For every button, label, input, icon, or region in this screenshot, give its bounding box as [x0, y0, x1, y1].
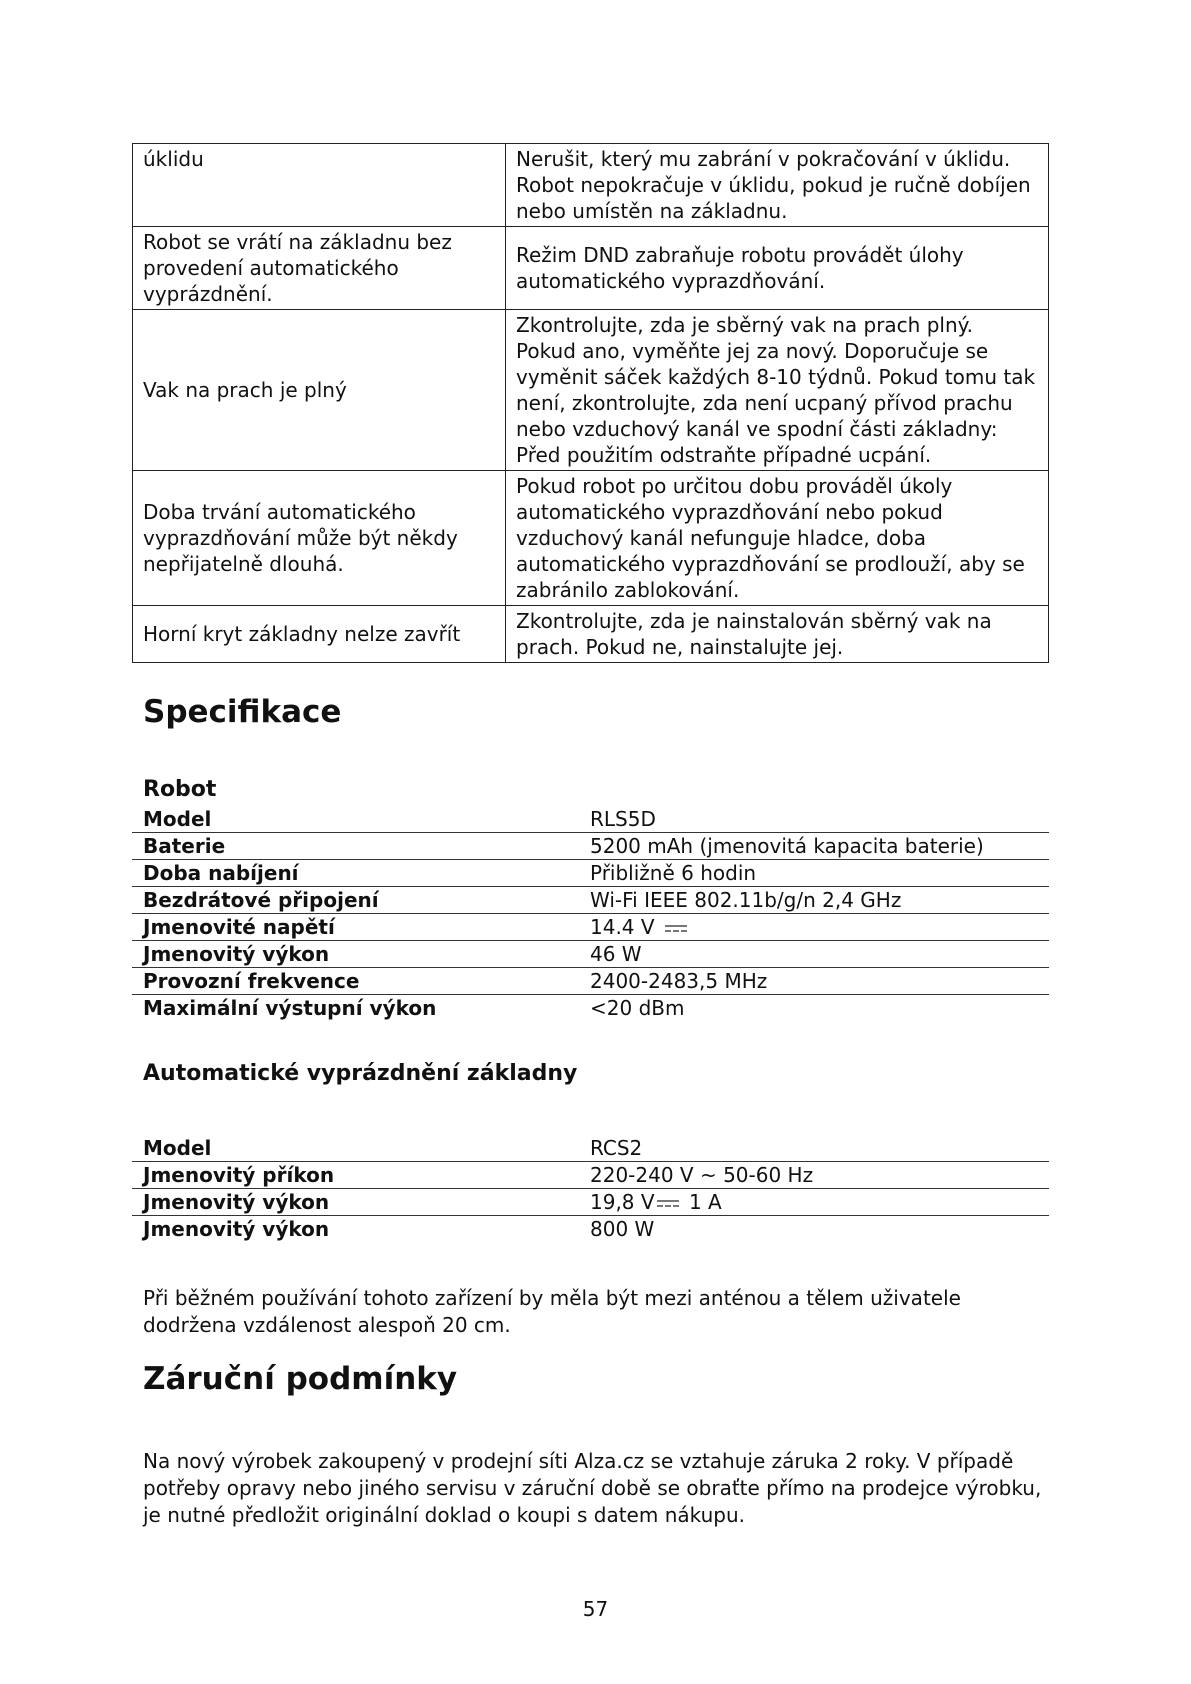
problem-cell: Vak na prach je plný — [133, 310, 506, 471]
spec-key: Doba nabíjení — [143, 861, 299, 885]
spec-row — [132, 1216, 1049, 1242]
spec-key: Bezdrátové připojení — [143, 888, 379, 912]
page-number: 57 — [582, 1597, 609, 1621]
spec-value — [590, 914, 1049, 940]
spec-row — [132, 1135, 1049, 1162]
spec-row — [132, 887, 1049, 914]
problem-cell: úklidu — [133, 144, 506, 227]
spec-value — [590, 1189, 1049, 1215]
spec-value: Wi-Fi IEEE 802.11b/g/n 2,4 GHz — [590, 888, 902, 912]
spec-key: Provozní frekvence — [143, 969, 360, 993]
problem-cell: Doba trvání automatického vyprazdňování může být někdy nepřijatelně dlouhá. — [133, 471, 506, 606]
spec-row — [132, 833, 1049, 860]
spec-key: Jmenovitý výkon — [143, 1217, 330, 1241]
spec-row — [132, 941, 1049, 968]
solution-cell: Zkontrolujte, zda je sběrný vak na prach plný. Pokud ano, vyměňte jej za nový. Doporučuje se vyměnit sáček každých 8-10 týdnů. Pokud tomu tak není, zkontrolujte, zda není ucpaný přívod prachu nebo vzduchový kanál ve spodní části základny: Před použitím odstraňte případné ucpání. — [506, 310, 1049, 471]
table-row — [133, 310, 1049, 471]
base-heading: Automatické vyprázdnění základny — [143, 1061, 578, 1086]
spec-key: Model — [143, 1136, 212, 1160]
spec-value: 800 W — [590, 1217, 655, 1241]
problem-cell: Horní kryt základny nelze zavřít — [133, 606, 506, 663]
robot-heading: Robot — [143, 777, 217, 802]
distance-note: Při běžném používání tohoto zařízení by měla být mezi anténou a tělem uživatele dodržena vzdálenost alespoň 20 cm. — [143, 1286, 961, 1337]
spec-row — [132, 968, 1049, 995]
spec-row — [132, 1189, 1049, 1216]
table-row — [133, 144, 1049, 227]
spec-value: RLS5D — [590, 807, 656, 831]
dc-symbol-icon — [665, 925, 687, 933]
spec-value: 2400-2483,5 MHz — [590, 969, 768, 993]
spec-key: Jmenovitý příkon — [143, 1163, 335, 1187]
spec-row — [132, 914, 1049, 941]
spec-key: Jmenovitý výkon — [143, 1190, 330, 1214]
spec-value: 46 W — [590, 942, 642, 966]
spec-value-text: 14.4 V — [590, 915, 655, 939]
spec-value: 5200 mAh (jmenovitá kapacita baterie) — [590, 834, 984, 858]
spec-value: 220-240 V ~ 50-60 Hz — [590, 1163, 814, 1187]
table-row — [133, 227, 1049, 310]
spec-value: Přibližně 6 hodin — [590, 861, 757, 885]
solution-cell: Zkontrolujte, zda je nainstalován sběrný vak na prach. Pokud ne, nainstalujte jej. — [506, 606, 1049, 663]
solution-cell: Pokud robot po určitou dobu prováděl úkoly automatického vyprazdňování nebo pokud vzduchový kanál nefunguje hladce, doba automatického vyprazdňování se prodlouží, aby se zabránilo zablokování. — [506, 471, 1049, 606]
spec-value-text: 19,8 V — [590, 1190, 655, 1214]
dc-symbol-icon — [657, 1200, 679, 1208]
solution-cell: Režim DND zabraňuje robotu provádět úlohy automatického vyprazdňování. — [506, 227, 1049, 310]
base-spec-table — [132, 1135, 1049, 1242]
spec-key: Maximální výstupní výkon — [143, 996, 437, 1020]
problem-cell: Robot se vrátí na základnu bez provedení automatického vyprázdnění. — [133, 227, 506, 310]
table-row — [133, 471, 1049, 606]
spec-value: RCS2 — [590, 1136, 643, 1160]
spec-heading: Specifikace — [143, 694, 342, 730]
robot-spec-table — [132, 806, 1049, 1021]
troubleshooting-table — [132, 143, 1049, 663]
solution-cell: Nerušit, který mu zabrání v pokračování v úklidu. Robot nepokračuje v úklidu, pokud je ručně dobíjen nebo umístěn na základnu. — [506, 144, 1049, 227]
spec-row — [132, 860, 1049, 887]
table-row — [133, 606, 1049, 663]
warranty-heading: Záruční podmínky — [143, 1361, 458, 1397]
spec-row — [132, 1162, 1049, 1189]
spec-value-suffix: 1 A — [688, 1190, 722, 1214]
spec-key: Jmenovitý výkon — [143, 942, 330, 966]
spec-row — [132, 806, 1049, 833]
spec-key: Jmenovité napětí — [143, 915, 335, 939]
spec-key: Model — [143, 807, 212, 831]
spec-row — [132, 995, 1049, 1021]
spec-key: Baterie — [143, 834, 226, 858]
spec-value: <20 dBm — [590, 996, 685, 1020]
warranty-text: Na nový výrobek zakoupený v prodejní síti Alza.cz se vztahuje záruka 2 roky. V případě potřeby opravy nebo jiného servisu v záruční době se obraťte přímo na prodejce výrobku, je nutné předložit originální doklad o koupi s datem nákupu. — [143, 1449, 1042, 1527]
